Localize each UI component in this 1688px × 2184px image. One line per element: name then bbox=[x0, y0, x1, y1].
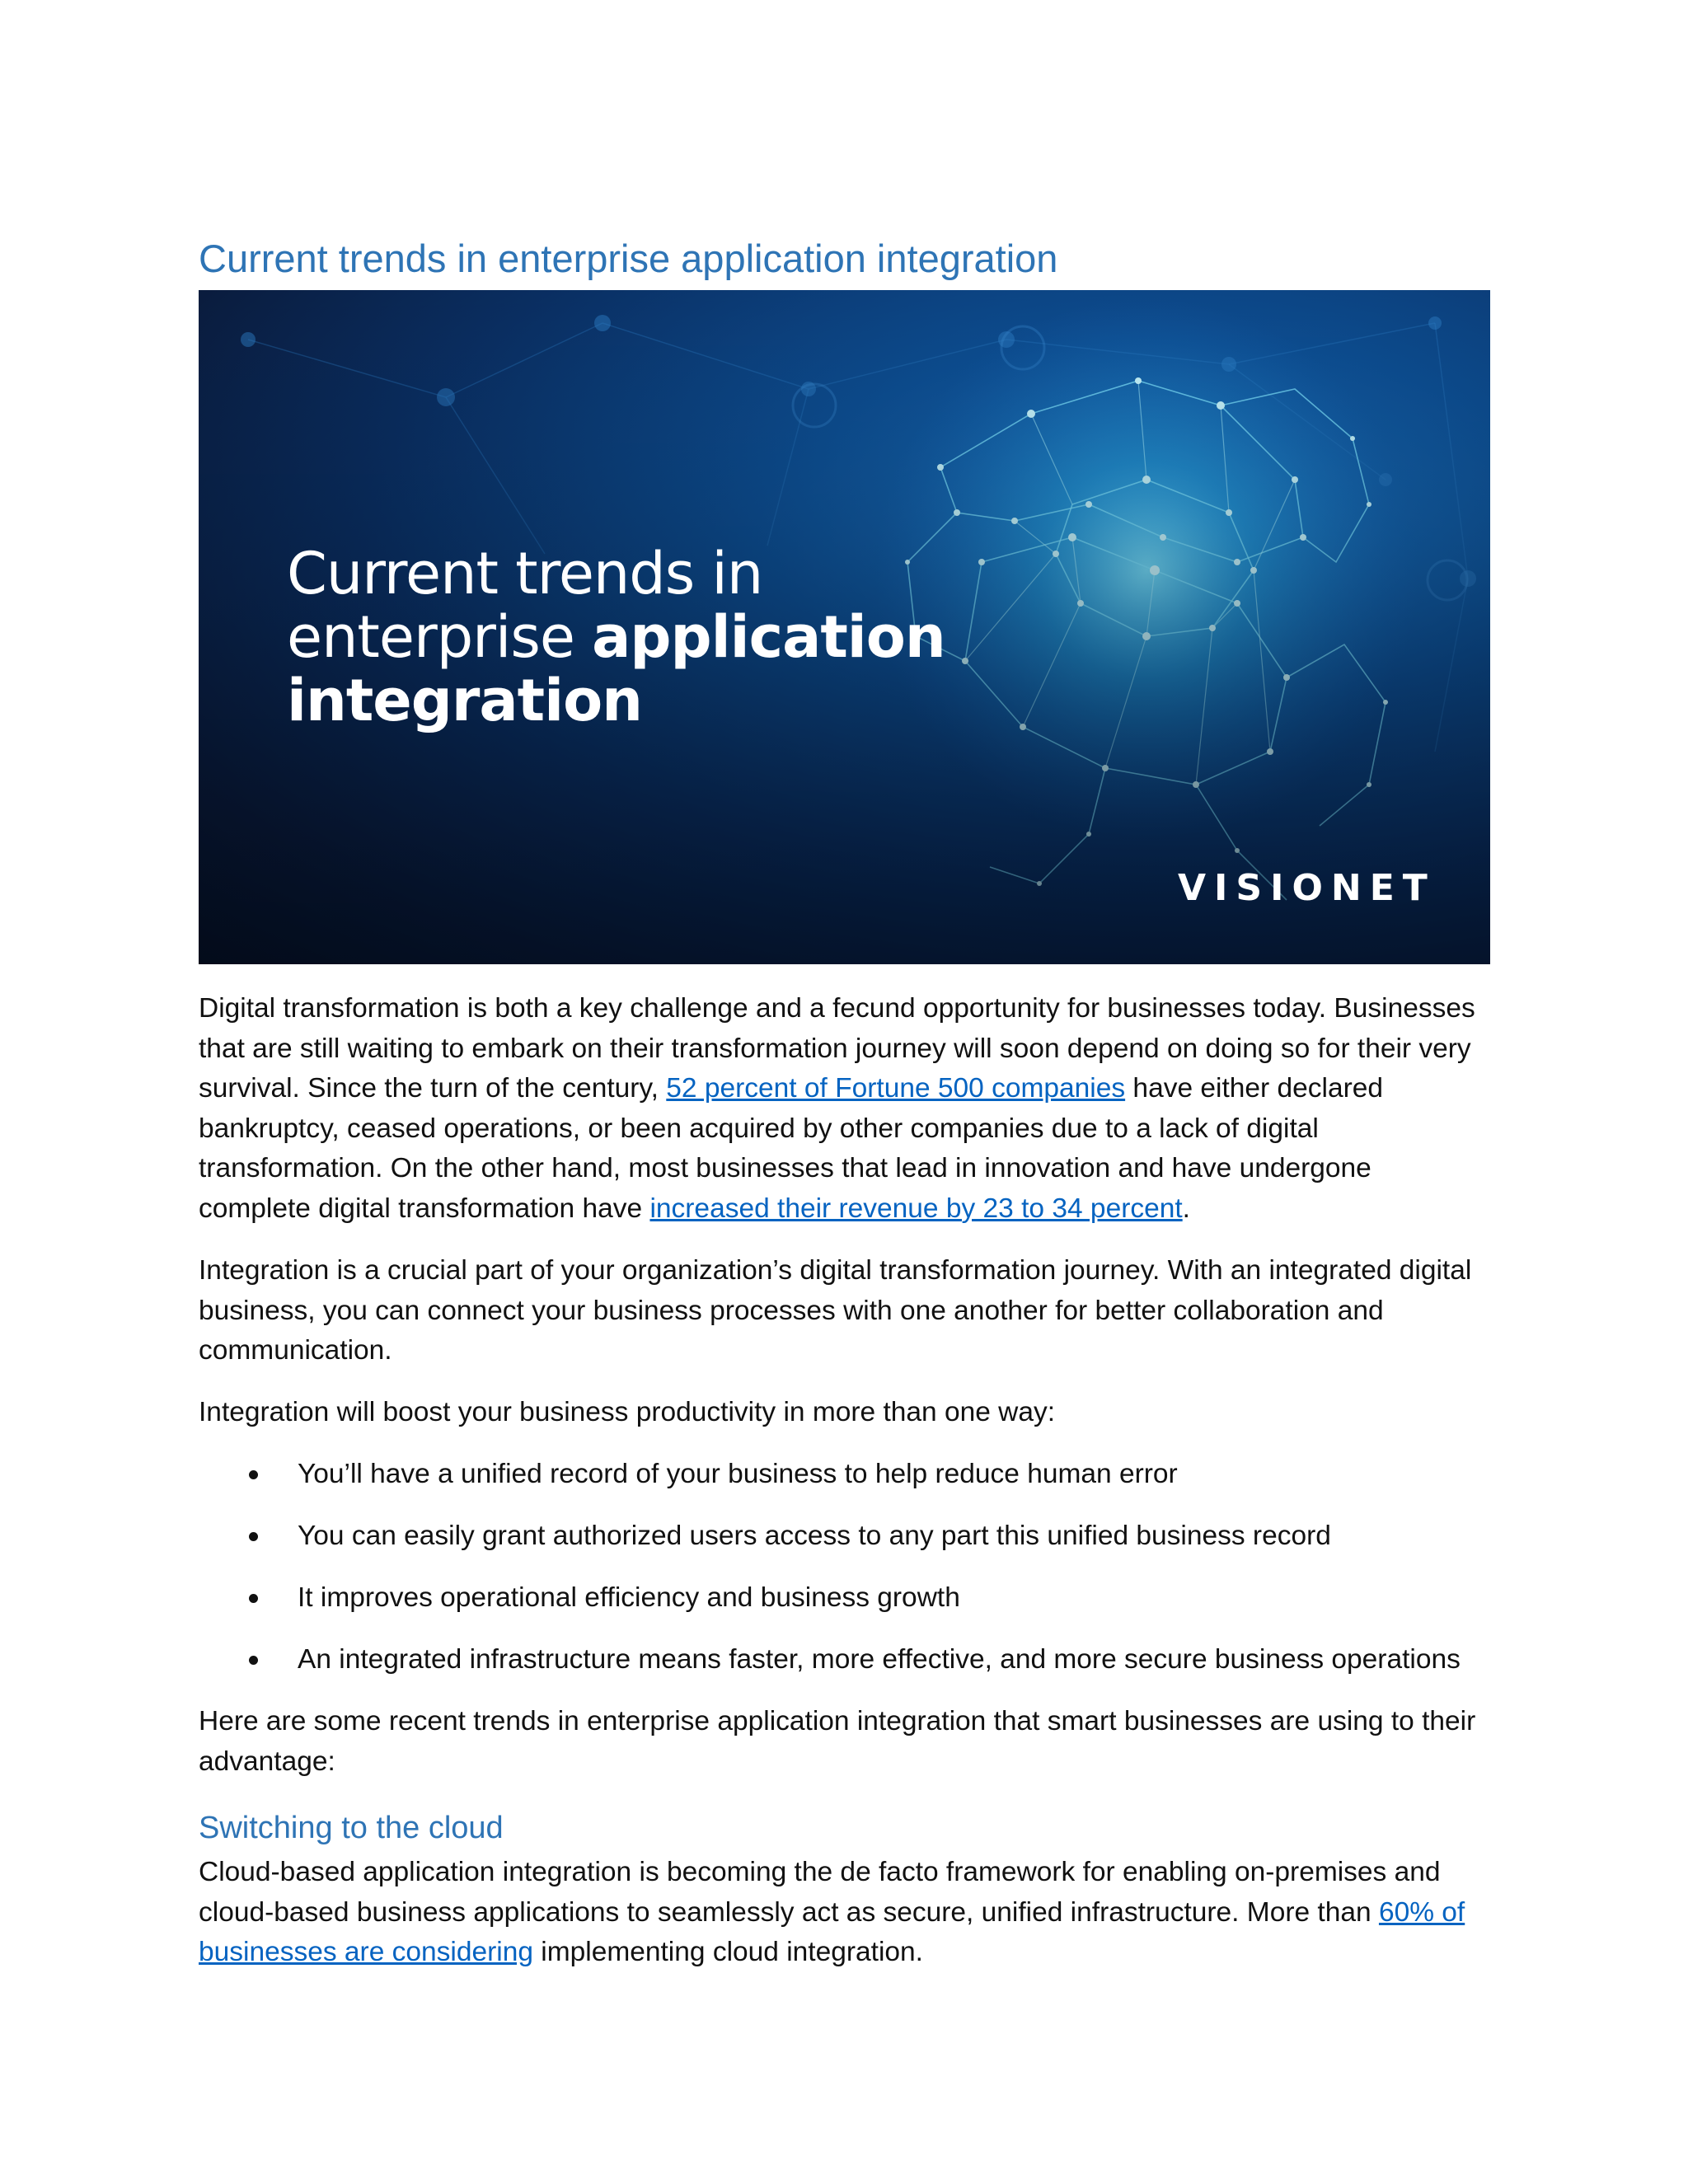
list-item bbox=[199, 1578, 1490, 1640]
list-item-text: An integrated infrastructure means faster, more effective, and more secure business operations bbox=[298, 1644, 1461, 1675]
bullet-icon bbox=[249, 1594, 258, 1603]
list-item bbox=[199, 1516, 1490, 1578]
paragraph-integration: Integration is a crucial part of your organization’s digital transformation journey. With an integrated digital business, you can connect your business processes with one another for better collaboration and communication. bbox=[199, 1255, 1472, 1366]
section-heading-cloud: Switching to the cloud bbox=[199, 1811, 504, 1845]
paragraph-productivity: Integration will boost your business productivity in more than one way: bbox=[199, 1397, 1056, 1427]
page-title: Current trends in enterprise application integration bbox=[199, 237, 1058, 280]
hero-title-line-3: integration bbox=[287, 667, 643, 734]
brand-logo: VISIONET bbox=[1178, 867, 1436, 909]
hero-title-line-2 bbox=[287, 605, 945, 669]
list-item-text: You can easily grant authorized users access to any part this unified business record bbox=[298, 1521, 1331, 1551]
list-item bbox=[199, 1455, 1490, 1516]
fortune-500-link[interactable]: 52 percent of Fortune 500 companies bbox=[666, 1073, 1126, 1104]
hero-image bbox=[199, 290, 1490, 964]
revenue-increase-link[interactable]: increased their revenue by 23 to 34 percent bbox=[649, 1193, 1183, 1224]
paragraph-trends: Here are some recent trends in enterprise application integration that smart businesses are using to their advantage: bbox=[199, 1706, 1476, 1777]
paragraph-cloud bbox=[199, 1853, 1490, 1973]
bullet-icon bbox=[249, 1656, 258, 1665]
paragraph-intro bbox=[199, 989, 1490, 1229]
paragraph-intro-part2: have either declared bankruptcy, ceased operations, or been acquired by other companies due to a lack of digital transformation. On the other hand, most businesses that lead in innovation and have undergone complete digital transformation have bbox=[199, 1073, 1383, 1224]
hero-title-line-2-light: enterprise bbox=[287, 603, 593, 671]
paragraph-cloud-part2: implementing cloud integration. bbox=[532, 1937, 923, 1967]
hero-title-line-1: Current trends in bbox=[287, 540, 763, 607]
list-item bbox=[199, 1640, 1490, 1702]
paragraph-intro-part3: . bbox=[1182, 1193, 1190, 1224]
paragraph-cloud-part1: Cloud-based application integration is becoming the de facto framework for enabling on-premises and cloud-based business applications to seamlessly act as secure, unified infrastructure. More than bbox=[199, 1857, 1441, 1928]
bullet-icon bbox=[249, 1532, 258, 1541]
list-item-text: You’ll have a unified record of your business to help reduce human error bbox=[298, 1459, 1178, 1489]
cloud-integration-link[interactable]: 60% of businesses are considering bbox=[199, 1896, 1465, 1967]
list-item-text: It improves operational efficiency and business growth bbox=[298, 1582, 960, 1613]
benefits-list bbox=[199, 1455, 1490, 1702]
paragraph-intro-part1: Digital transformation is both a key challenge and a fecund opportunity for businesses today. Businesses that are still waiting to embark on their transformation journey will soon depend on doing so for their very survival. Since the turn of the century, bbox=[199, 993, 1475, 1104]
bullet-icon bbox=[249, 1470, 258, 1479]
hero-title-line-2-bold: application bbox=[592, 603, 945, 671]
